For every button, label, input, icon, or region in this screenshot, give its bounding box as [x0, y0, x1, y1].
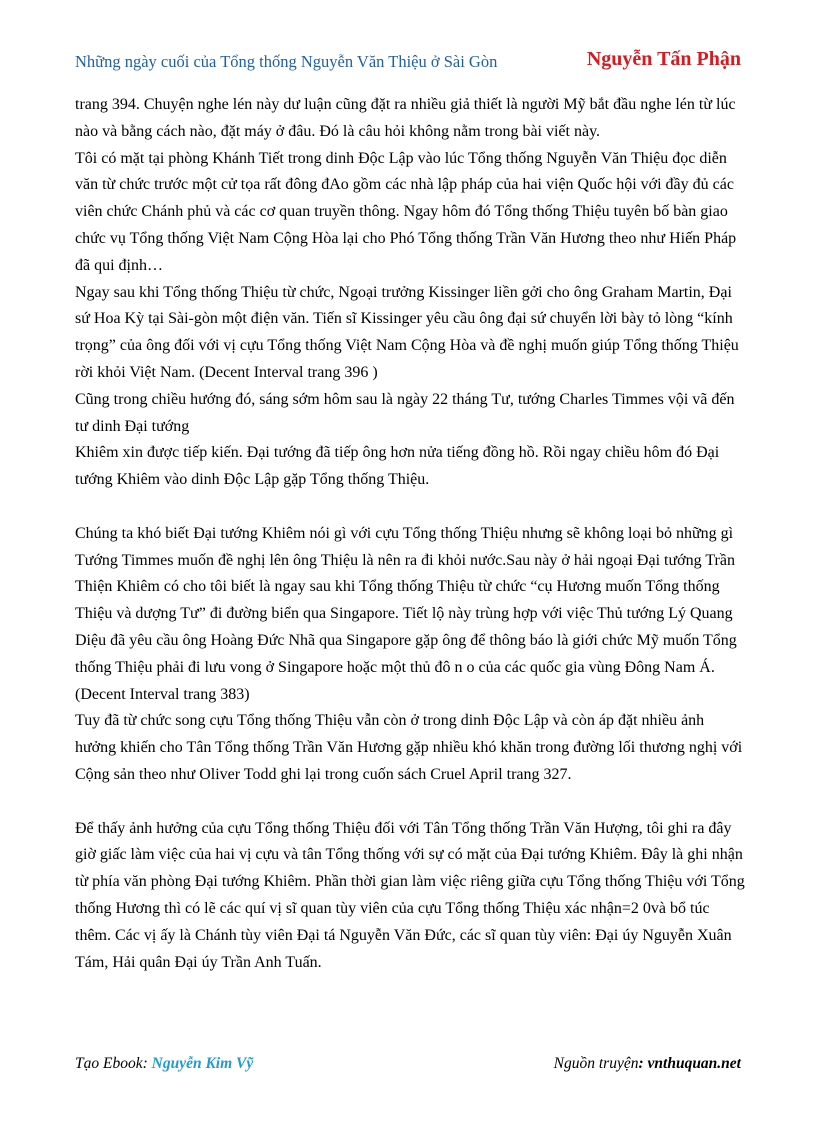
ebook-label: Tạo Ebook — [75, 1055, 143, 1072]
blank-line — [75, 789, 747, 816]
paragraph-8: Tuy đã từ chức song cựu Tổng thống Thiệu vẫn còn ở trong dinh Độc Lập và còn áp đặt nhiều ảnh hưởng khiến cho Tân Tổng thống Trần Văn Hương gặp nhiều khó khăn trong đường lối thương nghị với Cộng sản theo như Oliver Todd ghi lại trong cuốn sách Cruel April trang 327. — [75, 712, 743, 783]
source-credit: Nguồn truyện: vnthuquan.net — [553, 1055, 741, 1072]
paragraph-3: Ngay sau khi Tổng thống Thiệu từ chức, Ngoại trưởng Kissinger liền gởi cho ông Graham Martin, Đại sứ Hoa Kỳ tại Sài-gòn một điện văn. Tiến sĩ Kissinger yêu cầu ông đại sứ chuyển lời bày tỏ lòng “kính trọng” của ông đối với vị cựu Tổng thống Việt Nam Cộng Hòa và đề nghị muốn giúp Tổng thống Thiệu rời khỏi Việt Nam. (Decent Interval trang 396 ) — [75, 283, 739, 381]
paragraph-7: (Decent Interval trang 383) — [75, 685, 250, 703]
paragraph-1: trang 394. Chuyện nghe lén này dư luận cũng đặt ra nhiều giả thiết là người Mỹ bắt đầu nghe lén từ lúc nào và bằng cách nào, đặt máy ở đâu. Đó là câu hỏi không nằm trong bài viết này. — [75, 96, 736, 140]
paragraph-5: Khiêm xin được tiếp kiến. Đại tướng đã tiếp ông hơn nửa tiếng đồng hồ. Rồi ngay chiều hôm đó Đại tướng Khiêm vào dinh Độc Lập gặp Tổng thống Thiệu. — [75, 444, 720, 489]
paragraph-6: Chúng ta khó biết Đại tướng Khiêm nói gì với cựu Tổng thống Thiệu nhưng sẽ không loại bỏ những gì Tướng Timmes muốn đề nghị lên ông Thiệu là nên ra đi khỏi nước.Sau này ở hải ngoại Đại tướng Trần Thiện Khiêm có cho tôi biết là ngay sau khi Tổng thống Thiệu từ chức “cụ Hương muốn Tổng thống Thiệu và dượng Tư” đi đường biển qua Singapore. Tiết lộ này trùng hợp với việc Thủ tướng Lý Quang Diệu đã yêu cầu ông Hoàng Đức Nhã qua Singapore gặp ông để thông báo là giới chức Mỹ muốn Tổng thống Thiệu phải đi lưu vong ở Singapore hoặc một thủ đô n o của các quốc gia vùng Đông Nam Á. — [75, 524, 737, 676]
author-name: Nguyễn Tấn Phận — [586, 48, 741, 70]
paragraph-2: Tôi có mặt tại phòng Khánh Tiết trong dinh Độc Lập vào lúc Tổng thống Nguyễn Văn Thiệu đọc diễn văn từ chức trước một cử tọa rất đông đAo gồm các nhà lập pháp của hai viện Quốc hội với đầy đủ các viên chức Chánh phủ và các cơ quan truyền thông. Ngay hôm đó Tổng thống Thiệu tuyên bố bàn giao chức vụ Tổng thống Việt Nam Cộng Hòa lại cho Phó Tổng thống Trần Văn Hương theo như Hiến Pháp đã qui định… — [75, 149, 737, 274]
ebook-credit: Tạo Ebook: Nguyễn Kim Vỹ — [75, 1055, 254, 1072]
source-label: Nguồn truyện — [553, 1055, 639, 1072]
page-footer — [75, 1055, 741, 1077]
paragraph-4: Cũng trong chiều hướng đó, sáng sớm hôm sau là ngày 22 tháng Tư, tướng Charles Timmes vội vã đến tư dinh Đại tướng — [75, 390, 735, 435]
paragraph-9: Để thấy ảnh hưởng của cựu Tổng thống Thiệu đối với Tân Tổng thống Trần Văn Hượng, tôi ghi ra đây giờ giấc làm việc của hai vị cựu và tân Tổng thống với sự có mặt của Đại tướng Khiêm. Đây là ghi nhận từ phía văn phòng Đại tướng Khiêm. Phần thời gian làm việc riêng giữa cựu Tổng thống Thiệu với Tổng thống Hương thì có lẽ các quí vị sĩ quan tùy viên của cựu Tổng thống Thiệu xác nhận=2 0và bổ túc thêm. Các vị ấy là Chánh tùy viên Đại tá Nguyễn Văn Đức, các sĩ quan tùy viên: Đại úy Nguyễn Xuân Tám, Hải quân Đại úy Trần Anh Tuấn. — [75, 819, 745, 971]
ebook-creator: Nguyễn Kim Vỹ — [151, 1055, 254, 1072]
page-header — [75, 48, 741, 76]
source-site: vnthuquan.net — [647, 1055, 741, 1072]
blank-line — [75, 494, 747, 521]
document-title: Những ngày cuối của Tổng thống Nguyễn Văn Thiệu ở Sài Gòn — [75, 52, 498, 71]
document-body — [75, 92, 747, 976]
